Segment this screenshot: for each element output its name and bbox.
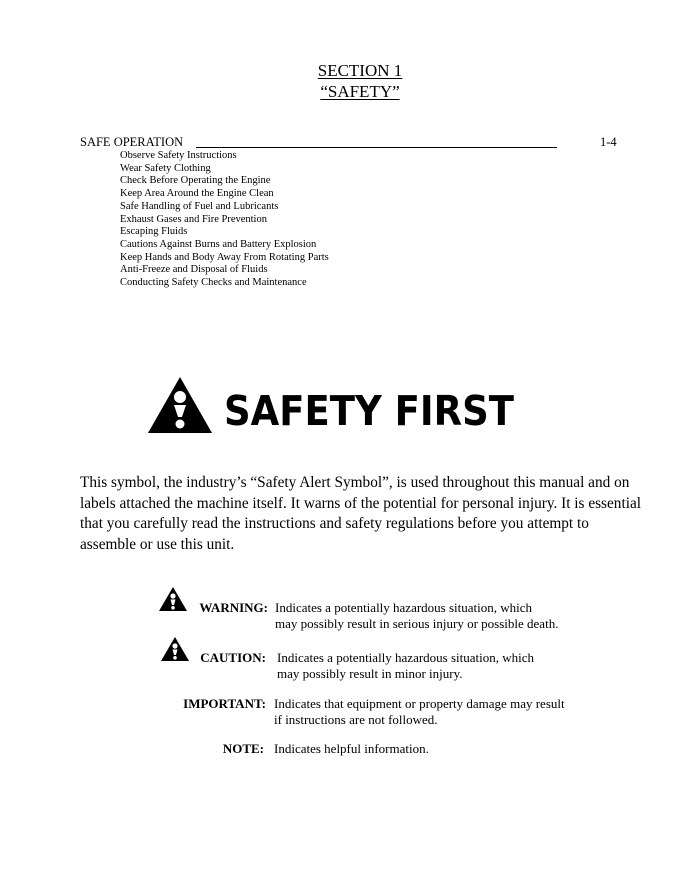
warning-text-line: Indicates a potentially hazardous situation, which (275, 600, 533, 615)
toc-page-number: 1-4 (600, 135, 617, 149)
caution-label: CAUTION: (200, 650, 266, 665)
note-text-line: Indicates helpful information. (274, 741, 429, 756)
toc-item: Observe Safety Instructions (120, 150, 237, 161)
safety-alert-symbol-icon (148, 377, 212, 433)
intro-paragraph: This symbol, the industry’s “Safety Alert Symbol”, is used throughout this manual and on labels attached the machine itself. It warns of the potential for personal injury. It is essential that you carefully read the instructions and safety regulations before you attempt to assemble or use this unit. (80, 474, 641, 553)
toc-item: Cautions Against Burns and Battery Explosion (120, 238, 317, 250)
safety-first-banner (148, 375, 548, 437)
caution-text (277, 650, 534, 682)
important-label: IMPORTANT: (183, 696, 266, 711)
warning-text (275, 600, 558, 632)
toc-item: Anti-Freeze and Disposal of Fluids (120, 264, 268, 276)
safety-first-text: SAFETY FIRST (224, 387, 515, 435)
toc-item: Wear Safety Clothing (120, 162, 211, 174)
section-number: SECTION 1 (317, 61, 403, 80)
toc-item: Keep Hands and Body Away From Rotating Parts (120, 251, 329, 263)
toc-item: Escaping Fluids (120, 226, 188, 238)
important-text-line: Indicates that equipment or property damage may result (274, 696, 565, 711)
note-label: NOTE: (222, 741, 264, 756)
toc-item: Safe Handling of Fuel and Lubricants (120, 200, 279, 212)
note-text (274, 741, 429, 757)
important-text-line: if instructions are not followed. (274, 712, 438, 727)
toc-leader-line (196, 147, 557, 148)
warning-label: WARNING: (199, 600, 268, 615)
important-text (274, 696, 565, 728)
toc-item: Keep Area Around the Engine Clean (120, 188, 274, 200)
toc-item: Conducting Safety Checks and Maintenance (120, 277, 307, 289)
section-heading (0, 60, 680, 102)
toc-list (120, 150, 329, 290)
section-subtitle: “SAFETY” (320, 82, 400, 101)
warning-text-line: may possibly result in serious injury or possible death. (275, 616, 559, 631)
caution-text-line: Indicates a potentially hazardous situation, which (277, 650, 535, 665)
toc-item: Check Before Operating the Engine (120, 175, 271, 187)
caution-text-line: may possibly result in minor injury. (277, 666, 463, 681)
toc-item: Exhaust Gases and Fire Prevention (120, 213, 267, 225)
toc-title: SAFE OPERATION (80, 135, 184, 149)
